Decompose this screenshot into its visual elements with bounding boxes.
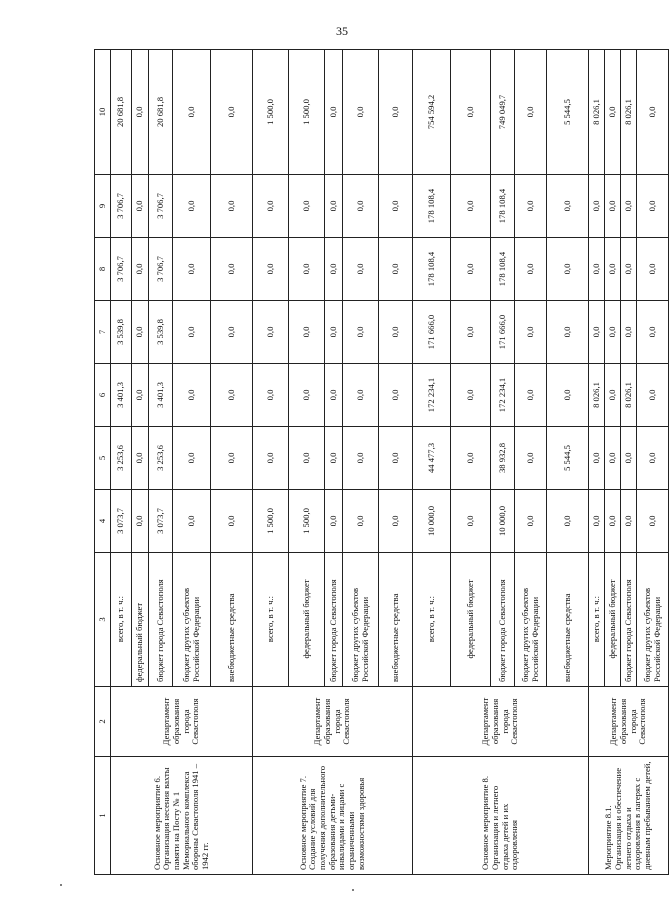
funding-source: бюджет города Севастополя: [149, 553, 173, 687]
table-row: [589, 50, 605, 875]
funding-source: бюджет города Севастополя: [325, 553, 343, 687]
amount-cell: 20 681,8: [111, 50, 132, 175]
amount-cell: 178 108,4: [413, 175, 451, 238]
amount-cell: 0,0: [621, 490, 637, 553]
amount-cell: 0,0: [605, 427, 621, 490]
col-header-6: 6: [95, 364, 111, 427]
measure-description: Основное мероприятие 6. Организация несения вахты памяти на Посту № 1 Мемориального комплекса обороны Севастополя 1941 – 1942 гг.: [111, 757, 253, 875]
amount-cell: 0,0: [132, 427, 149, 490]
amount-cell: 0,0: [637, 238, 669, 301]
amount-cell: 0,0: [132, 490, 149, 553]
amount-cell: 0,0: [132, 50, 149, 175]
col-header-8: 8: [95, 238, 111, 301]
amount-cell: 0,0: [132, 364, 149, 427]
amount-cell: 0,0: [173, 364, 211, 427]
funding-source: бюджет города Севастополя: [621, 553, 637, 687]
amount-cell: 0,0: [515, 301, 547, 364]
amount-cell: 0,0: [637, 427, 669, 490]
amount-cell: 0,0: [547, 364, 589, 427]
table-row: [253, 50, 289, 875]
amount-cell: 38 932,8: [491, 427, 515, 490]
amount-cell: 0,0: [621, 301, 637, 364]
funding-source: федеральный бюджет: [289, 553, 325, 687]
amount-cell: 0,0: [211, 427, 253, 490]
amount-cell: 0,0: [589, 301, 605, 364]
col-header-1: 1: [95, 757, 111, 875]
amount-cell: 0,0: [325, 238, 343, 301]
amount-cell: 3 253,6: [149, 427, 173, 490]
col-header-5: 5: [95, 427, 111, 490]
amount-cell: 0,0: [451, 50, 491, 175]
table-row: [413, 50, 451, 875]
amount-cell: 0,0: [605, 50, 621, 175]
amount-cell: 0,0: [211, 175, 253, 238]
col-header-3: 3: [95, 553, 111, 687]
amount-cell: 0,0: [605, 364, 621, 427]
measure-description: Основное мероприятие 7. Создание условий для получения дополнительного образования детьми-инвалидами и лицами с ограниченными возможностями здоровья: [253, 757, 413, 875]
amount-cell: 0,0: [451, 364, 491, 427]
funding-source: всего, в т. ч.:: [253, 553, 289, 687]
amount-cell: 0,0: [211, 364, 253, 427]
amount-cell: 3 706,7: [111, 175, 132, 238]
amount-cell: 8 026,1: [621, 364, 637, 427]
amount-cell: 0,0: [132, 175, 149, 238]
amount-cell: 0,0: [451, 301, 491, 364]
amount-cell: 0,0: [605, 175, 621, 238]
executor-cell: Департамент образования города Севастополя: [413, 687, 589, 757]
scan-speck: [352, 889, 354, 891]
amount-cell: 1 500,0: [289, 50, 325, 175]
amount-cell: 0,0: [547, 238, 589, 301]
col-header-7: 7: [95, 301, 111, 364]
amount-cell: 0,0: [515, 364, 547, 427]
page-number: 35: [336, 24, 348, 38]
amount-cell: 0,0: [637, 364, 669, 427]
amount-cell: 0,0: [173, 50, 211, 175]
amount-cell: 0,0: [637, 175, 669, 238]
amount-cell: 0,0: [211, 238, 253, 301]
executor-cell: Департамент образования города Севастополя: [253, 687, 413, 757]
amount-cell: 0,0: [621, 175, 637, 238]
amount-cell: 0,0: [289, 175, 325, 238]
amount-cell: 0,0: [325, 427, 343, 490]
amount-cell: 0,0: [605, 238, 621, 301]
amount-cell: 0,0: [451, 175, 491, 238]
amount-cell: 10 000,0: [413, 490, 451, 553]
funding-source: внебюджетные средства: [547, 553, 589, 687]
amount-cell: 0,0: [379, 175, 413, 238]
amount-cell: 3 401,3: [149, 364, 173, 427]
amount-cell: 1 500,0: [253, 490, 289, 553]
amount-cell: 178 108,4: [491, 238, 515, 301]
amount-cell: 5 544,5: [547, 427, 589, 490]
amount-cell: 0,0: [605, 490, 621, 553]
funding-source: всего, в т. ч.:: [413, 553, 451, 687]
amount-cell: 0,0: [173, 490, 211, 553]
amount-cell: 5 544,5: [547, 50, 589, 175]
measure-description: Основное мероприятие 8. Организация и летнего отдыха детей и их оздоровления: [413, 757, 589, 875]
funding-source: бюджет других субъектов Российской Федерации: [173, 553, 211, 687]
executor-cell: Департамент образования города Севастополя: [111, 687, 253, 757]
amount-cell: 0,0: [637, 490, 669, 553]
amount-cell: 3 401,3: [111, 364, 132, 427]
amount-cell: 8 026,1: [621, 50, 637, 175]
funding-source: внебюджетные средства: [379, 553, 413, 687]
amount-cell: 0,0: [515, 50, 547, 175]
funding-source: бюджет других субъектов Российской Федерации: [343, 553, 379, 687]
amount-cell: 0,0: [132, 238, 149, 301]
amount-cell: 3 539,8: [111, 301, 132, 364]
amount-cell: 0,0: [379, 301, 413, 364]
amount-cell: 10 000,0: [491, 490, 515, 553]
amount-cell: 0,0: [379, 427, 413, 490]
amount-cell: 0,0: [589, 490, 605, 553]
amount-cell: 3 073,7: [111, 490, 132, 553]
amount-cell: 0,0: [343, 238, 379, 301]
amount-cell: 0,0: [451, 238, 491, 301]
amount-cell: 0,0: [343, 427, 379, 490]
funding-source: внебюджетные средства: [211, 553, 253, 687]
amount-cell: 0,0: [253, 364, 289, 427]
amount-cell: 0,0: [173, 238, 211, 301]
amount-cell: 20 681,8: [149, 50, 173, 175]
scan-speck: [60, 884, 62, 886]
amount-cell: 0,0: [547, 301, 589, 364]
funding-source: бюджет других субъектов Российской Федерации: [637, 553, 669, 687]
amount-cell: 0,0: [325, 364, 343, 427]
amount-cell: 171 666,0: [413, 301, 451, 364]
amount-cell: 0,0: [451, 490, 491, 553]
amount-cell: 3 706,7: [111, 238, 132, 301]
amount-cell: 0,0: [621, 427, 637, 490]
amount-cell: 0,0: [289, 301, 325, 364]
executor-cell: Департамент образования города Севастополя: [589, 687, 669, 757]
col-header-2: 2: [95, 687, 111, 757]
amount-cell: 44 477,3: [413, 427, 451, 490]
amount-cell: 0,0: [379, 490, 413, 553]
col-header-9: 9: [95, 175, 111, 238]
funding-source: всего, в т. ч.:: [111, 553, 132, 687]
amount-cell: 0,0: [589, 175, 605, 238]
amount-cell: 0,0: [343, 301, 379, 364]
amount-cell: 754 594,2: [413, 50, 451, 175]
amount-cell: 0,0: [253, 427, 289, 490]
amount-cell: 0,0: [547, 175, 589, 238]
amount-cell: 178 108,4: [491, 175, 515, 238]
funding-source: бюджет города Севастополя: [491, 553, 515, 687]
funding-source: бюджет других субъектов Российской Федерации: [515, 553, 547, 687]
amount-cell: 0,0: [621, 238, 637, 301]
amount-cell: 0,0: [379, 364, 413, 427]
amount-cell: 0,0: [289, 427, 325, 490]
amount-cell: 172 234,1: [413, 364, 451, 427]
amount-cell: 0,0: [343, 490, 379, 553]
amount-cell: 0,0: [211, 301, 253, 364]
amount-cell: 0,0: [637, 50, 669, 175]
funding-source: федеральный бюджет: [605, 553, 621, 687]
header-row: [95, 50, 111, 875]
amount-cell: 0,0: [132, 301, 149, 364]
amount-cell: 3 706,7: [149, 238, 173, 301]
amount-cell: 749 049,7: [491, 50, 515, 175]
amount-cell: 0,0: [451, 427, 491, 490]
amount-cell: 0,0: [547, 490, 589, 553]
amount-cell: 0,0: [289, 364, 325, 427]
amount-cell: 0,0: [515, 175, 547, 238]
measure-description: Мероприятие 8.1. Организация и обеспечение летнего отдыха и оздоровления в лагерях с дневным пребыванием детей,: [589, 757, 669, 875]
table-body: [111, 50, 669, 875]
amount-cell: 172 234,1: [491, 364, 515, 427]
amount-cell: 0,0: [211, 490, 253, 553]
amount-cell: 0,0: [343, 50, 379, 175]
amount-cell: 3 539,8: [149, 301, 173, 364]
amount-cell: 0,0: [379, 238, 413, 301]
amount-cell: 0,0: [173, 301, 211, 364]
funding-source: федеральный бюджет: [132, 553, 149, 687]
amount-cell: 0,0: [343, 364, 379, 427]
funding-source: федеральный бюджет: [451, 553, 491, 687]
amount-cell: 3 253,6: [111, 427, 132, 490]
amount-cell: 8 026,1: [589, 364, 605, 427]
amount-cell: 0,0: [325, 50, 343, 175]
amount-cell: 0,0: [515, 490, 547, 553]
budget-table: [94, 49, 669, 875]
amount-cell: 3 073,7: [149, 490, 173, 553]
amount-cell: 0,0: [211, 50, 253, 175]
amount-cell: 3 706,7: [149, 175, 173, 238]
amount-cell: 0,0: [605, 301, 621, 364]
amount-cell: 0,0: [515, 427, 547, 490]
amount-cell: 171 666,0: [491, 301, 515, 364]
amount-cell: 0,0: [253, 238, 289, 301]
amount-cell: 0,0: [325, 490, 343, 553]
amount-cell: 0,0: [325, 175, 343, 238]
amount-cell: 0,0: [173, 175, 211, 238]
rotated-table-wrapper: [94, 50, 662, 875]
amount-cell: 0,0: [289, 238, 325, 301]
amount-cell: 8 026,1: [589, 50, 605, 175]
amount-cell: 0,0: [253, 175, 289, 238]
amount-cell: 0,0: [589, 238, 605, 301]
amount-cell: 178 108,4: [413, 238, 451, 301]
amount-cell: 0,0: [637, 301, 669, 364]
col-header-10: 10: [95, 50, 111, 175]
amount-cell: 1 500,0: [289, 490, 325, 553]
amount-cell: 0,0: [379, 50, 413, 175]
table-row: [111, 50, 132, 875]
amount-cell: 0,0: [253, 301, 289, 364]
col-header-4: 4: [95, 490, 111, 553]
funding-source: всего, в т. ч.:: [589, 553, 605, 687]
amount-cell: 1 500,0: [253, 50, 289, 175]
amount-cell: 0,0: [325, 301, 343, 364]
amount-cell: 0,0: [589, 427, 605, 490]
amount-cell: 0,0: [173, 427, 211, 490]
amount-cell: 0,0: [343, 175, 379, 238]
amount-cell: 0,0: [515, 238, 547, 301]
